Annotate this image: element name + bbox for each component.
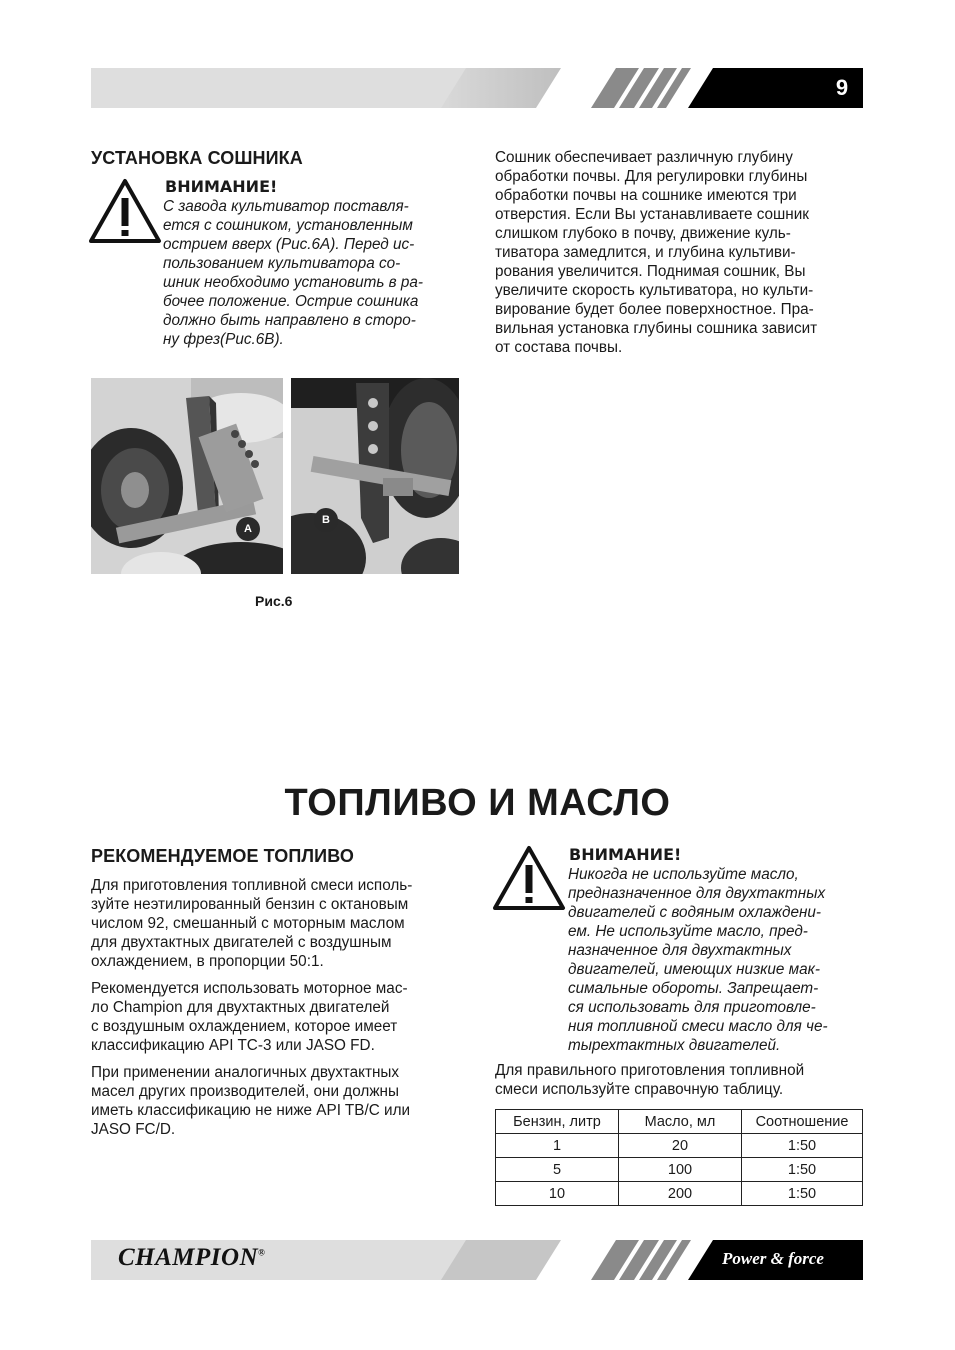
text-line: числом 92, смешанный с моторным маслом [91,915,405,932]
text-line: с воздушным охлаждением, которое имеет [91,1018,398,1035]
photo-a-label: A [236,517,260,541]
warning-icon [492,845,566,911]
page-number: 9 [835,75,849,100]
table-row [496,1134,863,1158]
text-line: Рекомендуется использовать моторное мас- [91,980,408,997]
text-line: для двухтактных двигателей с воздушным [91,934,392,951]
warning-icon [88,178,162,244]
recommended-fuel-title: РЕКОМЕНДУЕМОЕ ТОПЛИВО [91,846,354,866]
install-description [495,148,863,357]
table-cell: 1 [496,1134,619,1158]
table-header-cell: Соотношение [742,1110,863,1134]
fuel-warning-text [568,865,863,1055]
fuel-warning-title: ВНИМАНИЕ! [569,845,682,864]
table-cell: 20 [619,1134,742,1158]
paragraph [91,1063,459,1139]
text-line: Для приготовления топливной смеси исполь- [91,877,413,894]
table-cell: 100 [619,1158,742,1182]
text-line: рования увеличится. Поднимая сошник, Вы [495,263,806,280]
brand-tagline: Power & force [722,1249,824,1268]
text-line: тиватора замедлится, и глубина культиви- [495,244,796,261]
photo-a [91,378,283,574]
table-cell: 10 [496,1182,619,1206]
text-line: зуйте неэтилированный бензин с октановым [91,896,409,913]
text-line: классификацию API TC-3 или JASO FD. [91,1037,375,1054]
text-line: ния топливной смеси масло для че- [568,1018,828,1035]
text-line: вирование будет более поверхностное. Пра- [495,301,814,318]
table-header-cell: Масло, мл [619,1110,742,1134]
text-line: симальные обороты. Запрещает- [568,980,819,997]
table-row [496,1158,863,1182]
text-line: вильная установка глубины сошника зависит [495,320,818,337]
text-line: смеси используйте справочную таблицу. [495,1081,784,1098]
table-intro [495,1061,863,1099]
text-line: иметь классификацию не ниже API TB/C или [91,1102,411,1119]
header-bar [91,68,863,108]
registered-mark: ® [258,1247,266,1258]
figure-caption: Рис.6 [255,593,293,609]
text-line: тырехтактных двигателей. [568,1037,781,1054]
text-line: ло Champion для двухтактных двигателей [91,999,390,1016]
text-line: С завода культиватор поставля- [163,198,409,215]
text-line: При применении аналогичных двухтактных [91,1064,400,1081]
text-line: должно быть направлено в сторо- [163,312,416,329]
table-cell: 5 [496,1158,619,1182]
text-line: предназначенное для двухтактных [568,885,826,902]
install-warning-title: ВНИМАНИЕ! [165,177,278,196]
table-cell: 1:50 [742,1182,863,1206]
brand-name: CHAMPION [118,1244,259,1271]
cultivator-photo-b [291,378,459,574]
text-line: увеличите скорость культиватора, но культи- [495,282,814,299]
paragraph [91,876,459,971]
table-cell: 1:50 [742,1158,863,1182]
table-row [496,1182,863,1206]
fuel-mix-table [495,1109,863,1206]
text-line: бочее положение. Острие сошника [163,293,419,310]
cultivator-photo-a [91,378,283,574]
text-line: Сошник обеспечивает различную глубину [495,149,793,166]
text-line: шник необходимо установить в ра- [163,274,423,291]
text-line: JASO FC/D. [91,1121,176,1138]
text-line: Для правильного приготовления топливной [495,1062,805,1079]
table-header-cell: Бензин, литр [496,1110,619,1134]
text-line: двигателей с водяным охлаждени- [568,904,822,921]
text-line: отверстия. Если Вы устанавливаете сошник [495,206,809,223]
paragraph [91,979,459,1055]
text-line: острием вверх (Рис.6А). Перед ис- [163,236,415,253]
text-line: пользованием культиватора со- [163,255,401,272]
text-line: обработки почвы. Для регулировки глубины [495,168,808,185]
install-warning-text [163,197,459,349]
brand-logo [118,1244,265,1272]
text-line: от состава почвы. [495,339,623,356]
text-line: охлаждением, в пропорции 50:1. [91,953,324,970]
recommended-fuel-text [91,876,459,1147]
text-line: двигателей, имеющих низкие мак- [568,961,820,978]
text-line: Никогда не используйте масло, [568,866,799,883]
text-line: слишком глубоко в почву, движение куль- [495,225,791,242]
text-line: ну фрез(Рис.6В). [163,331,284,348]
text-line: обработки почвы на сошнике имеются три [495,187,797,204]
table-cell: 200 [619,1182,742,1206]
table-header-row [496,1110,863,1134]
text-line: назначенное для двухтактных [568,942,792,959]
photo-b [291,378,459,574]
text-line: ется с сошником, установленным [163,217,413,234]
section-title: ТОПЛИВО И МАСЛО [284,782,671,824]
install-title: УСТАНОВКА СОШНИКА [91,148,303,168]
table-cell: 1:50 [742,1134,863,1158]
text-line: ем. Не используйте масло, пред- [568,923,808,940]
photo-b-label: B [314,508,338,532]
text-line: ся использовать для приготовле- [568,999,816,1016]
text-line: масел других производителей, они должны [91,1083,399,1100]
